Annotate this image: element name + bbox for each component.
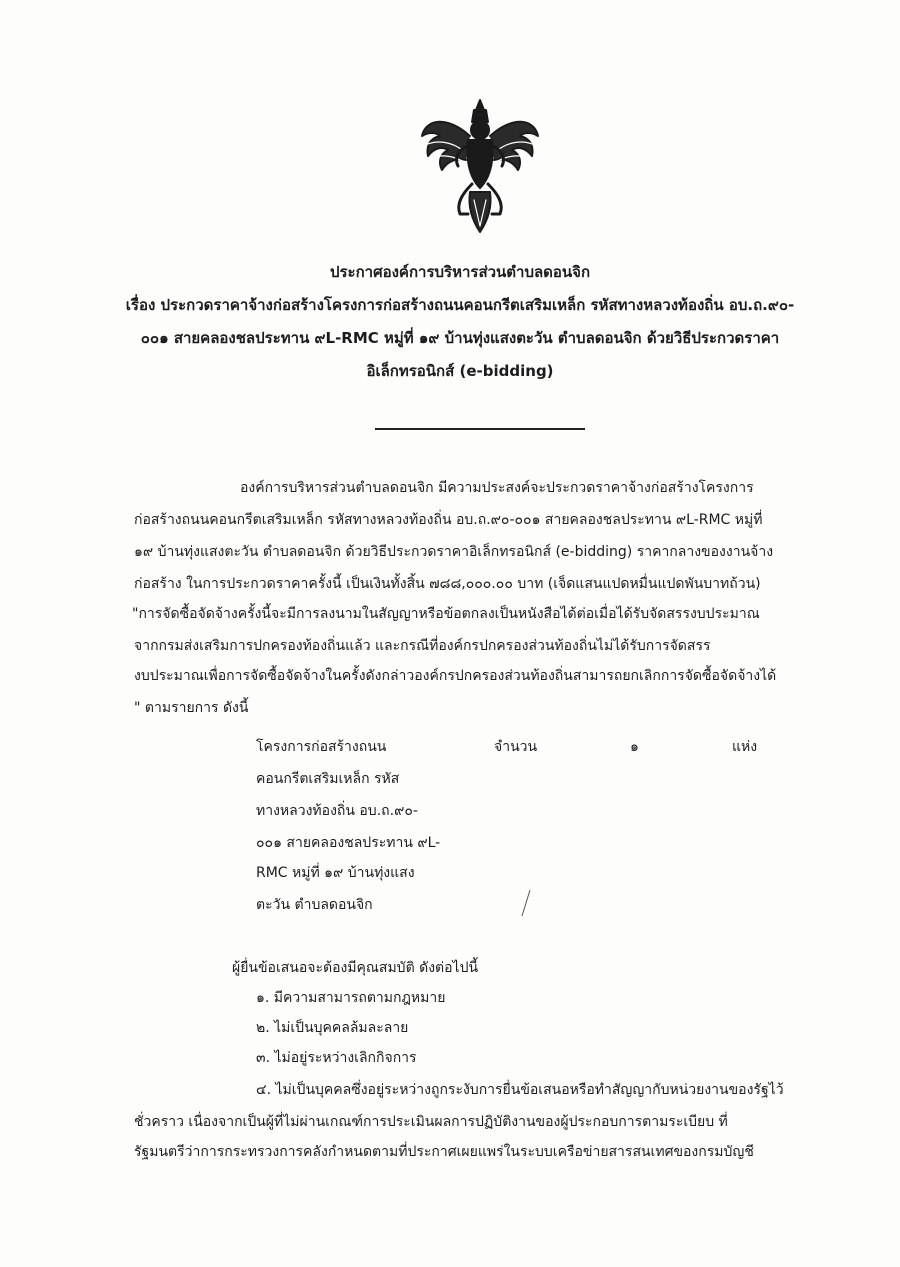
garuda-emblem-icon [418,96,542,236]
org-title: ประกาศองค์การบริหารส่วนตำบลดอนจิก [329,263,591,281]
project-line: RMC หมู่ที่ ๑๙ บ้านทุ่งแสง [256,865,415,881]
subject-line-1: เรื่อง ประกวดราคาจ้างก่อสร้างโครงการก่อสร้างถนนคอนกรีตเสริมเหล็ก รหัสทางหลวงท้องถิ่น อบ.ถ.๙๐- [125,296,795,314]
project-line: ทางหลวงท้องถิ่น อบ.ถ.๙๐- [256,803,418,819]
project-line: คอนกรีตเสริมเหล็ก รหัส [256,771,400,787]
pen-mark [520,888,532,918]
title-divider [375,428,585,430]
announcement-title [110,256,810,388]
project-unit: แห่ง [732,739,758,755]
para1-line: ก่อสร้างถนนคอนกรีตเสริมเหล็ก รหัสทางหลวงท้องถิ่น อบ.ถ.๙๐-๐๐๑ สายคลองชลประทาน ๙L-RMC หมู่ที่ [134,512,763,528]
qualification-item: ๔. ไม่เป็นบุคคลซึ่งอยู่ระหว่างถูกระงับการยื่นข้อเสนอหรือทำสัญญากับหน่วยงานของรัฐไว้ [256,1082,784,1098]
project-qty-value: ๑ [630,739,639,755]
project-line: ตะวัน ตำบลดอนจิก [256,897,373,913]
para2-line: " ตามรายการ ดังนี้ [134,700,249,716]
para1-line: ก่อสร้าง ในการประกวดราคาครั้งนี้ เป็นเงินทั้งสิ้น ๗๘๘,๐๐๐.๐๐ บาท (เจ็ดแสนแปดหมื่นแปดพันบาทถ้วน) [134,576,761,592]
project-qty-label: จำนวน [494,739,538,755]
subject-line-3: อิเล็กทรอนิกส์ (e-bidding) [366,362,554,380]
project-line: ๐๐๑ สายคลองชลประทาน ๙L- [256,835,441,851]
para2-line: "การจัดซื้อจัดจ้างครั้งนี้จะมีการลงนามในสัญญาหรือข้อตกลงเป็นหนังสือได้ต่อเมื่อได้รับจัดสรรงบประมาณ [132,606,760,622]
para1-line: ๑๙ บ้านทุ่งแสงตะวัน ตำบลดอนจิก ด้วยวิธีประกวดราคาอิเล็กทรอนิกส์ (e-bidding) ราคากลางของงานจ้าง [134,544,774,560]
qualification-item: ๓. ไม่อยู่ระหว่างเลิกกิจการ [256,1050,417,1066]
qualifications-intro: ผู้ยื่นข้อเสนอจะต้องมีคุณสมบัติ ดังต่อไปนี้ [232,960,479,976]
project-line: โครงการก่อสร้างถนน [256,739,387,755]
para2-line: งบประมาณเพื่อการจัดซื้อจัดจ้างในครั้งดังกล่าวองค์กรปกครองส่วนท้องถิ่นสามารถยกเลิกการจัดซื้อจัดจ้างได้ [134,668,777,684]
qualification-item-cont: ชั่วคราว เนื่องจากเป็นผู้ที่ไม่ผ่านเกณฑ์การประเมินผลการปฏิบัติงานของผู้ประกอบการตามระเบียบ ที่ [134,1114,728,1130]
qualification-item-cont: รัฐมนตรีว่าการกระทรวงการคลังกำหนดตามที่ประกาศเผยแพร่ในระบบเครือข่ายสารสนเทศของกรมบัญชี [134,1144,754,1160]
para2-line: จากกรมส่งเสริมการปกครองท้องถิ่นแล้ว และกรณีที่องค์กรปกครองส่วนท้องถิ่นไม่ได้รับการจัดสรร [134,638,711,654]
para1-line: องค์การบริหารส่วนตำบลดอนจิก มีความประสงค์จะประกวดราคาจ้างก่อสร้างโครงการ [240,480,754,496]
qualification-item: ๒. ไม่เป็นบุคคลล้มละลาย [256,1020,409,1036]
subject-line-2: ๐๐๑ สายคลองชลประทาน ๙L-RMC หมู่ที่ ๑๙ บ้านทุ่งแสงตะวัน ตำบลดอนจิก ด้วยวิธีประกวดราคา [140,329,780,347]
qualification-item: ๑. มีความสามารถตามกฎหมาย [256,990,446,1006]
